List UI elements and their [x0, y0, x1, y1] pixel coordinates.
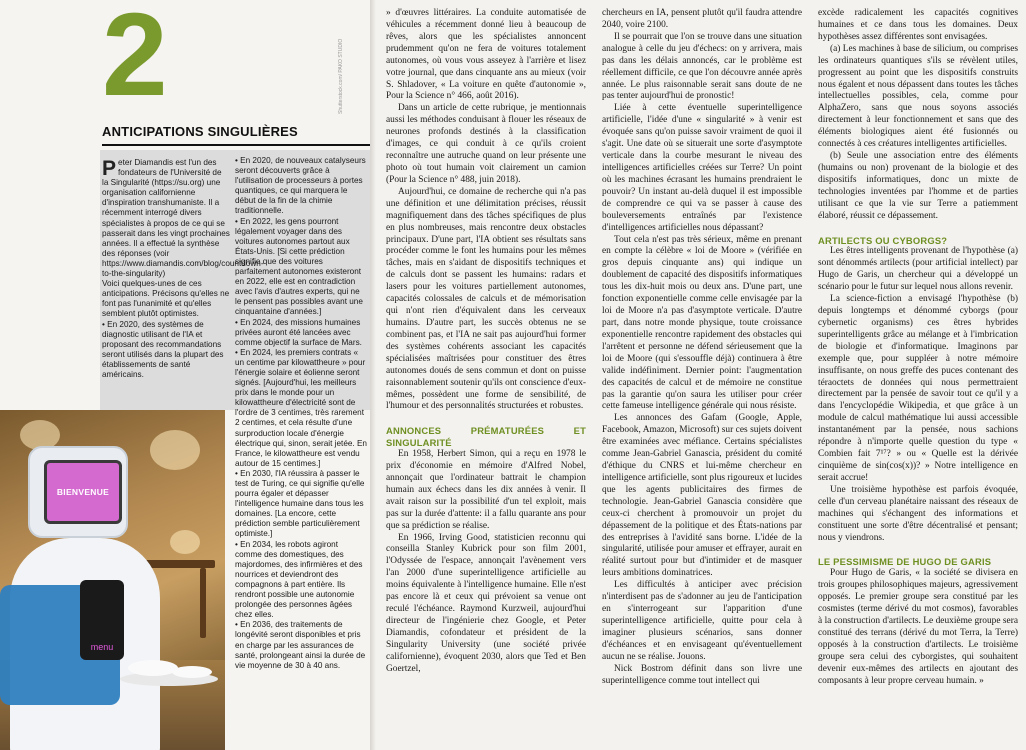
- paragraph: Pour Hugo de Garis, « la société se divisera en trois groupes philosophiques majeurs, agressivement opposés. Le premier groupe sera constitué par les cosmistes (terme dérivé du mot cosmos), favorables à la construction d'artilects. Le deuxième groupe sera constitué des terrans (dérivé du mot Terra, la Terre) opposés à la construction d'artilects. Le troisième groupe sera celui des cyborgistes, qui souhaitent devenir eux-mêmes des artilects en ajoutant des composants à leur propre cerveau humain. »: [818, 568, 1018, 686]
- bokeh-light: [150, 430, 200, 470]
- box-intro-2: Voici quelques-unes de ces anticipations. Précisons qu'elles ne font pas l'unanimité et qu'elles semblent plutôt optimistes.: [102, 279, 230, 319]
- prediction-2024-b: • En 2024, les premiers contrats « un centime par kilowattheure » pour l'énergie solaire et éolienne seront signés. [Aujourd'hui, les meilleurs prix dans le monde pour un kilowattheure d'électricité sont de l'ordre de 3 centimes, très rarement 2 centimes, et cela résulte d'une surproduction locale d'énergie électrique qui, sinon, serait jetée. En France, le kilowattheure est vendu autour de 15 centimes.]: [235, 347, 367, 468]
- robot-photo: [0, 410, 225, 750]
- box-intro-text: eter Diamandis est l'un des fondateurs de l'Université de la Singularité (https://su.org) une organisation californienne d'inspiration transhumaniste. Il a récemment interrogé divers spécialistes à propos de ce qui se passerait dans les vingt prochaines années. Il a effectué la synthèse des réponses (voir https://www.diamandis.com/blog/countdown-to-the-singularity): [102, 158, 264, 279]
- robot-menu-label: menu: [90, 642, 114, 652]
- paragraph: Les annonces des Gafam (Google, Apple, Facebook, Amazon, Microsoft) sur ces sujets doivent être examinées avec méfiance. Certains spécialistes comme Jean-Gabriel Ganascia, président du comité d'éthique du CNRS et lui-même chercheur en intelligence artificielle, sont plus rigoureux et lucides que les agents publicitaires des firmes de technologie. Jean-Gabriel Ganascia considère que ceux-ci cherchent à promouvoir un projet du dépassement de la politique et des États-nations par des entreprises à l'avidité sans borne. L'idée de la singularité, utilisée pour amuser et effrayer, aurait en réalité surtout pour but d'intimider et de masquer leurs ambitions dominatrices.: [602, 413, 802, 579]
- box-column-right: [235, 156, 367, 671]
- subheading: LE PESSIMISME DE HUGO DE GARIS: [818, 556, 992, 568]
- paragraph: Les difficultés à anticiper avec précision n'interdisent pas de s'adonner au jeu de l'anticipation en s'interrogeant sur l'apparition d'une superintelligence artificielle, quitte pour cela à imaginer plusieurs scénarios, sans donner d'échéances et en envisageant qu'éventuellement aucun ne se réalise. Jouons.: [602, 580, 802, 662]
- section-title: ANTICIPATIONS SINGULIÈRES: [102, 124, 298, 139]
- robot-head: [28, 446, 128, 538]
- paragraph: Aujourd'hui, ce domaine de recherche qui n'a pas une définition et une délimitation précises, réussit magnifiquement dans des tâches spécifiques de plus en plus nombreuses, mais rencontre deux obstacles principaux. D'une part, l'IA obtient ses résultats sans procéder comme le font les humains pour les mêmes tâches, mais en s'aidant de dispositifs techniques et de calculs dont se passent les humains: radars et lasers pour les voitures partiellement autonomes, capacités colossales de calculs et de mémorisation qui n'ont rien d'équivalent dans les cerveaux humains. D'autre part, les succès obtenus ne se combinent pas, et l'IA ne sait pas aujourd'hui former des systèmes cohérents associant les capacités spécialisées maîtrisées pour constituer des êtres autonomes doués de sens commun et dont on puisse raisonnablement soutenir qu'ils ont conscience d'eux-mêmes, possèdent une forme de sensibilité, de l'humour et des personnalités structurées et robustes.: [386, 186, 586, 412]
- paragraph: La science-fiction a envisagé l'hypothèse (b) depuis longtemps et dénommé cyborgs (pour cybernetic organisms) ces êtres hybrides superintelligents grâce au mélange et à l'imbrication de biologie et d'informatique. Imaginons par exemple que, pour suppléer à notre mémoire insuffisante, on nous greffe des puces contenant des téraoctets de données qui nous permettraient directement par la pensée de savoir tout ce qu'il y a dans l'encyclopédie Wikipedia, et que grâce à un module de calcul mathématique lui aussi accessible instantanément par la pensée, nous sachions répondre à n'importe quelle question du type « Combien fait 7¹⁷? » ou « Quelle est la dérivée cinquième de sin(cos(x))? » Notre intelligence en serait accrue!: [818, 294, 1018, 483]
- box-column-left: [102, 157, 264, 380]
- title-rule: [102, 144, 370, 146]
- food-plate: [128, 660, 178, 676]
- paragraph: Tout cela n'est pas très sérieux, même en prenant en compte la célèbre « loi de Moore » (vérifiée en gros depuis cinquante ans) qui indique un doublement de capacité des dispositifs informatiques tous les dix-huit mois ou deux ans. D'une part, une fonction exponentielle comme celle envisagée par la loi de Moore n'a pas d'asymptote verticale. D'autre part, dans notre monde physique, toute croissance exponentielle rencontre rapidement des obstacles qui l'arrêtent et personne ne défend sérieusement que la loi de Moore (qui s'essouffle déjà) continuera à être valide indéfiniment. Dernier point: l'augmentation des capacités de calcul et de mémoire ne constitue pas la garantie qu'on saura les utiliser pour créer cette fameuse intelligence générale qui nous résiste.: [602, 234, 802, 412]
- paragraph: Dans un article de cette rubrique, je mentionnais aussi les méthodes conduisant à flouer les réseaux de neurones profonds destinés à la classification d'images, ce qui conduit à ce qu'ils croient reconnaître une autruche quand on leur présente une photo où tout humain voit clairement un camion (Pour la Science n° 488, juin 2018).: [386, 103, 586, 185]
- chapter-number: 2: [102, 0, 168, 121]
- prediction-2034: • En 2034, les robots agiront comme des domestiques, des majordomes, des infirmières et des nourrices et deviendront des compagnons à part entière. Ils rendront possible une autonomie prolongée des personnes âgées chez elles.: [235, 539, 363, 620]
- photo-credit: Shutterstock.com/ PAKO STUDIO: [338, 38, 344, 114]
- paragraph: Les êtres intelligents provenant de l'hypothèse (a) sont dénommés artilects (pour artificial intellect) par Hugo de Garis, un chercheur qui a développé un scénario pour le futur sur lequel nous allons revenir.: [818, 246, 1018, 293]
- paragraph: chercheurs en IA, pensent plutôt qu'il faudra attendre 2040, voire 2100.: [602, 8, 802, 30]
- paragraph: En 1966, Irving Good, statisticien reconnu qui conseilla Stanley Kubrick pour son film 2001, l'Odyssée de l'espace, annonçait l'avènement vers l'an 2000 d'une superintelligence artificielle au moins équivalente à l'intelligence humaine. Elle n'est pas encore là et ceux qui prévoient sa venue ont reculé l'échéance. Raymond Kurzweil, aujourd'hui directeur de l'ingénierie chez Google, et Peter Diamandis, cofondateur et président de la Singularity University (une société privée californienne), évoquent 2030, alors que Ted et Ben Goertzel,: [386, 532, 586, 674]
- background-table-leg: [200, 568, 206, 638]
- food-plate: [172, 666, 212, 678]
- prediction-2036: • En 2036, des traitements de longévité seront disponibles et pris en charge par les assurances de santé, prolongeant ainsi la durée de vie moyenne de 30 à 40 ans.: [235, 620, 366, 670]
- robot-menu-panel: [80, 580, 124, 660]
- text-column-2: [602, 8, 802, 688]
- page-gutter: [370, 0, 376, 750]
- prediction-2020-b: • En 2020, de nouveaux catalyseurs seront découverts grâce à l'utilisation de processeurs à portes quantiques, ce qui marquera le début de la fin de la chimie traditionnelle.: [235, 156, 366, 216]
- subheading: ARTILECTS OU CYBORGS?: [818, 234, 948, 246]
- paragraph: (b) Seule une association entre des éléments (humains ou non) provenant de la biologie et des dispositifs informatiques, donc un mixte de technologies inventées par l'homme et de parties utilisant ce que la vie sur Terre a patiemment élaboré, réussit ce dépassement.: [818, 151, 1018, 221]
- paragraph: » d'œuvres littéraires. La conduite automatisée de véhicules a récemment donné lieu à beaucoup de rêves, alors que les spécialistes annoncent prudemment qu'on ne fera de voitures totalement autonomes, où vous vous asseyez à l'arrière et lisez votre journal, que dans cinquante ans au mieux (voir S. Shladover, « La voiture en quête d'autonomie », Pour la Science n° 466, août 2016).: [386, 8, 586, 102]
- paragraph: Il se pourrait que l'on se trouve dans une situation analogue à celle du jeu d'échecs: on y arrivera, mais pas dans les délais annoncés, car le problème est réellement difficile, ce que l'on découvre année après année. Le plus raisonnable serait sans doute de ne pas tenter aujourd'hui de pronostic!: [602, 31, 802, 102]
- paragraph: Nick Bostrom définit dans son livre une superintelligence comme tout intellect qui: [602, 663, 802, 686]
- prediction-2022: • En 2022, les gens pourront légalement voyager dans des voitures autonomes partout aux États-Unis. [Si cette prédiction signifie que des voitures parfaitement autonomes existeront en 2022, elle est en contradiction avec l'avis d'autres experts, qui ne le pensent pas possibles avant une cinquantaine d'années.]: [235, 216, 363, 317]
- subheading: ANNONCES PRÉMATURÉES ET SINGULARITÉ: [386, 425, 586, 449]
- text-column-1: [386, 8, 586, 676]
- paragraph: excède radicalement les capacités cognitives humaines et ce dans tous les domaines. Deux hypothèses assez différentes sont envisagées.: [818, 8, 1018, 42]
- prediction-2024-a: • En 2024, des missions humaines privées auront été lancées avec comme objectif la surface de Mars.: [235, 317, 362, 347]
- paragraph: Liée à cette éventuelle superintelligence artificielle, l'idée d'une « singularité » à venir est évoquée sans qu'on puisse savoir vraiment de quoi il s'agit. Une date où se situerait une sorte d'asymptote verticale dans la courbe mesurant le niveau des intelligences artificielles créées sur Terre? Un point où les machines écrasant les humains prendraient le pouvoir? Un instant au-delà duquel il est impossible de comprendre ce qui va se passer à cause des bouleversements entraînés par l'existence d'intelligences artificielles nous dépassant?: [602, 103, 802, 233]
- text-column-3: [818, 8, 1018, 688]
- bokeh-light: [170, 530, 200, 554]
- paragraph: Une troisième hypothèse est parfois évoquée, celle d'un cerveau planétaire naissant des réseaux de machines qui s'échangent des informations et constituent une sorte d'être décentralisé et pensant; nous y viendrons.: [818, 484, 1018, 543]
- box-intro: [102, 157, 264, 279]
- prediction-2020-a: • En 2020, des systèmes de diagnostic utilisant de l'IA et proposant des recommandations seront utilisés dans la plupart des établissements de santé américains.: [102, 319, 224, 379]
- prediction-2030: • En 2030, l'IA réussira à passer le test de Turing, ce qui signifie qu'elle pourra égaler et dépasser l'intelligence humaine dans tous les domaines. [La encore, cette prédiction semble particulièrement optimiste.]: [235, 468, 365, 539]
- dropcap: P: [102, 157, 117, 180]
- robot-screen: BIENVENUE: [44, 460, 122, 524]
- paragraph: (a) Les machines à base de silicium, ou comprises les ordinateurs quantiques s'ils se révèlent utiles, progressent au point que les dispositifs construits nous égalent et nous dépassent dans toutes les tâches intellectuelles possibles, cela, comme pour AlphaZero, sans que nous soyons associés directement à leur fonctionnement et sans que des éléments biologiques aient été fusionnés ou connectés à ces créatures intelligentes artificielles.: [818, 43, 1018, 150]
- paragraph: En 1958, Herbert Simon, qui a reçu en 1978 le prix d'économie en mémoire d'Alfred Nobel, annonçait que l'ordinateur battrait le champion humain aux échecs dans les dix années à venir. Il avait raison sur la possibilité d'un tel exploit, mais pas sur la durée d'attente: il a fallu quarante ans pour que sa prédiction se réalise.: [386, 449, 586, 531]
